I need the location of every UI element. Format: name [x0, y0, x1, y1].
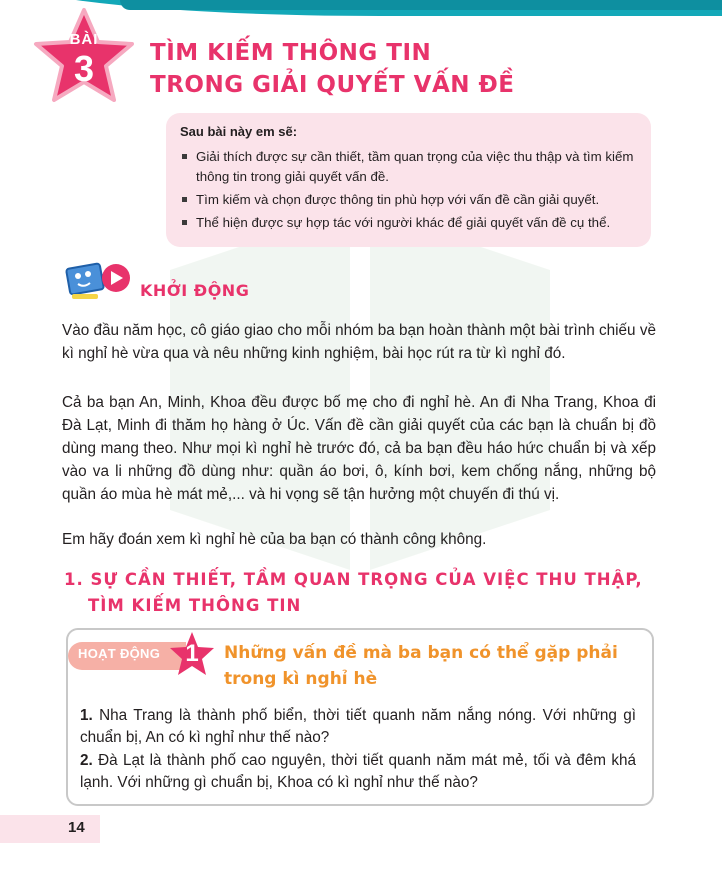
intro-paragraph: Vào đầu năm học, cô giáo giao cho mỗi nhóm ba bạn hoàn thành một bài trình chiếu về kì nghỉ hè vừa qua và nêu những kinh nghiệm, bài học rút ra từ kì nghỉ đó. [62, 322, 656, 362]
page-title-line1: TÌM KIẾM THÔNG TIN [150, 40, 432, 66]
objectives-heading: Sau bài này em sẽ: [180, 124, 298, 139]
question-number: 1. [80, 707, 93, 724]
question-number: 2. [80, 752, 93, 769]
activity-title-line2: trong kì nghỉ hè [224, 669, 378, 689]
story-paragraph: Cả ba bạn An, Minh, Khoa đều được bố mẹ cho đi nghỉ hè. An đi Nha Trang, Khoa đi Đà Lạt, Minh đi thăm họ hàng ở Úc. Vấn đề cần giải quyết của các bạn là chuẩn bị đồ dùng mang theo. Như mọi kì nghỉ hè trước đó, cả ba bạn đều háo hức chuẩn bị và xếp vào va li những đồ dùng như: quần áo bơi, ô, kính bơi, kem chống nắng, những bộ quần áo mùa hè mát mẻ,... và hi vọng sẽ tận hưởng một chuyến đi thú vị. [62, 394, 656, 503]
page-number-bar [0, 815, 100, 843]
khoi-dong-heading: KHỞI ĐỘNG [140, 281, 250, 300]
objective-item: Tìm kiếm và chọn được thông tin phù hợp với vấn đề cần giải quyết. [180, 190, 646, 210]
question-text: Đà Lạt là thành phố cao nguyên, thời tiết quanh năm mát mẻ, tối và đêm khá lạnh. Với những gì chuẩn bị, Khoa có kì nghỉ như thế nào? [80, 752, 637, 791]
computer-play-icon [64, 258, 136, 306]
page-number: 14 [68, 819, 85, 836]
objective-item: Giải thích được sự cần thiết, tầm quan trọng của việc thu thập và tìm kiếm thông tin trong giải quyết vấn đề. [180, 147, 646, 187]
objectives-list [180, 147, 646, 236]
section-title-line2: TÌM KIẾM THÔNG TIN [88, 596, 302, 615]
activity-question [80, 750, 636, 794]
question-text: Nha Trang là thành phố biển, thời tiết quanh năm nắng nóng. Với những gì chuẩn bị, An có kì nghỉ như thế nào? [80, 707, 636, 746]
section-title-line1: 1. SỰ CẦN THIẾT, TẦM QUAN TRỌNG CỦA VIỆC THU THẬP, [64, 570, 643, 589]
top-decorative-band-accent [120, 0, 722, 10]
activity-tag-label: HOẠT ĐỘNG [78, 646, 161, 661]
lesson-number: 3 [73, 48, 95, 89]
lesson-label: BÀI [69, 31, 99, 48]
activity-title-line1: Những vấn đề mà ba bạn có thể gặp phải [224, 643, 618, 663]
page-title-line2: TRONG GIẢI QUYẾT VẤN ĐỀ [150, 72, 515, 98]
objective-item: Thể hiện được sự hợp tác với người khác để giải quyết vấn đề cụ thể. [180, 213, 646, 233]
question-paragraph: Em hãy đoán xem kì nghỉ hè của ba bạn có thành công không. [62, 531, 487, 548]
activity-question [80, 705, 636, 749]
activity-number: 1 [185, 640, 199, 667]
